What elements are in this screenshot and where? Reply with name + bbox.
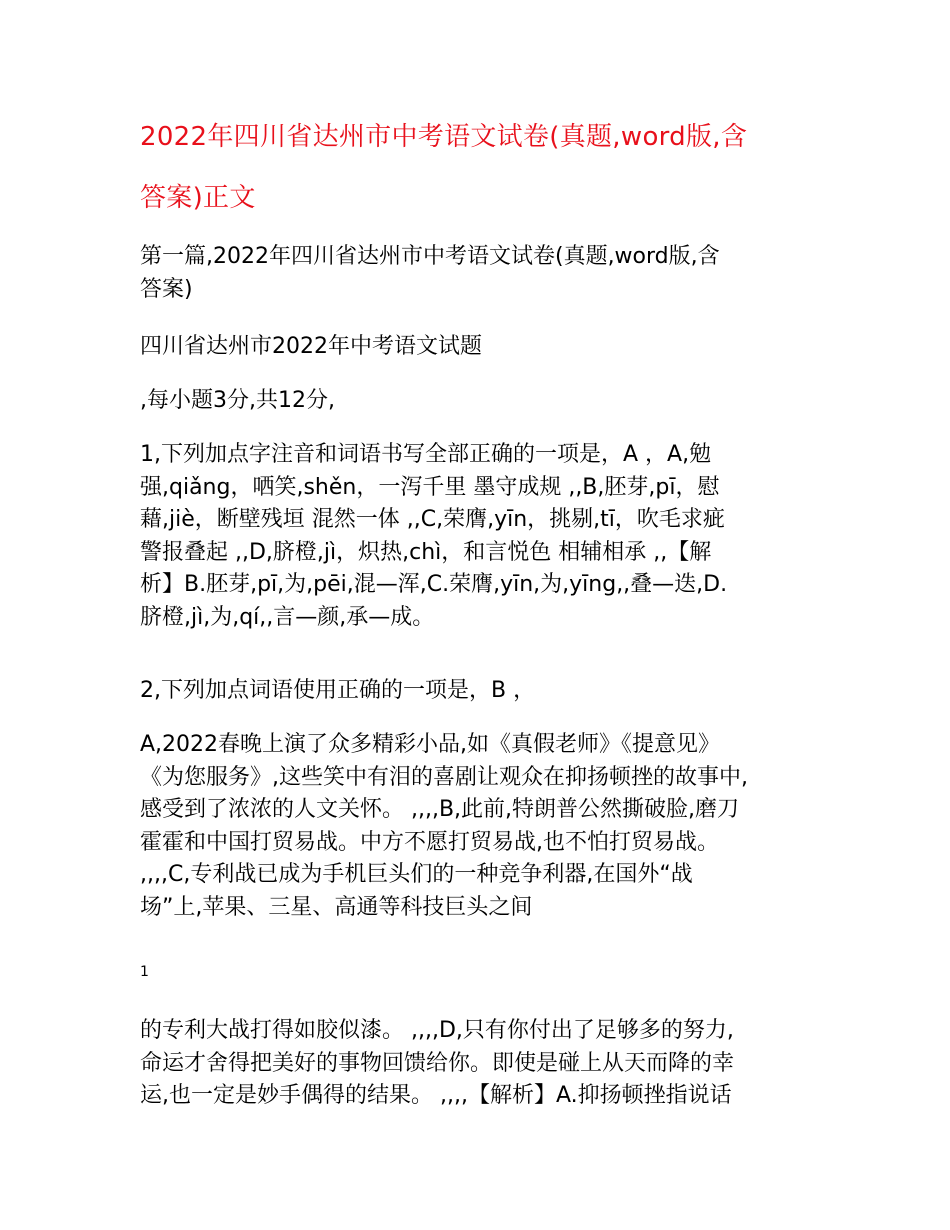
question-2-stem (140, 675, 820, 708)
score-note-text: ,每小题3分,共12分, (140, 388, 335, 413)
page-number: 1 (140, 964, 149, 980)
question-2-line: 霍霍和中国打贸易战。中方不愿打贸易战,也不怕打贸易战。 (140, 829, 719, 855)
document-title-line-1: 2022年四川省达州市中考语文试卷(真题,word版,含 (140, 122, 748, 152)
document-title-line-2: 答案)正文 (140, 183, 256, 213)
question-1-line: 警报叠起 ,,D,脐橙,jì，炽热,chì，和言悦色 相辅相承 ,,【解 (140, 539, 712, 565)
question-1-line: 强,qiǎng，哂笑,shěn，一泻千里 墨守成规 ,,B,胚芽,pī，慰 (140, 474, 720, 500)
continuation-text (140, 1015, 820, 1113)
section-heading (140, 241, 820, 306)
question-2-options (140, 729, 820, 924)
question-2-line: ,,,,C,专利战已成为手机巨头们的一种竞争利器,在国外“战 (140, 862, 693, 887)
question-2-line: 场”上,苹果、三星、高通等科技巨头之间 (140, 894, 533, 920)
continuation-line: 的专利大战打得如胶似漆。 ,,,,D,只有你付出了足够多的努力, (140, 1018, 734, 1043)
section-heading-line: 答案) (140, 276, 193, 302)
exam-title-text: 四川省达州市2022年中考语文试题 (140, 334, 482, 359)
question-2-stem-text: 2,下列加点词语使用正确的一项是，B ， (140, 678, 536, 703)
continuation-line: 运,也一定是妙手偶得的结果。 ,,,,【解析】A.抑扬顿挫指说话 (140, 1083, 732, 1108)
continuation-line: 命运才舍得把美好的事物回馈给你。即使是碰上从天而降的幸 (140, 1050, 735, 1076)
question-2-line: 《为您服务》,这些笑中有泪的喜剧让观众在抑扬顿挫的故事中, (140, 764, 748, 790)
section-heading-line: 第一篇,2022年四川省达州市中考语文试卷(真题,word版,含 (140, 244, 720, 269)
question-1-line: 脐橙,jì,为,qí,,言—颜,承—成。 (140, 604, 435, 630)
question-1-line: 藉,jiè，断壁残垣 混然一体 ,,C,荣膺,yīn，挑剔,tī，吹毛求疵 (140, 507, 725, 532)
exam-title (140, 331, 820, 364)
question-1-line: 析】B.胚芽,pī,为,pēi,混—浑,C.荣膺,yīn,为,yīng,,叠—迭,D. (140, 572, 728, 597)
question-1 (140, 439, 820, 634)
score-note (140, 385, 820, 418)
question-2-line: A,2022春晚上演了众多精彩小品,如《真假老师》《提意见》 (140, 732, 721, 757)
question-2-line: 感受到了浓浓的人文关怀。 ,,,,B,此前,特朗普公然撕破脸,磨刀 (140, 797, 740, 822)
question-1-line: 1,下列加点字注音和词语书写全部正确的一项是，A ，A,勉 (140, 442, 712, 467)
